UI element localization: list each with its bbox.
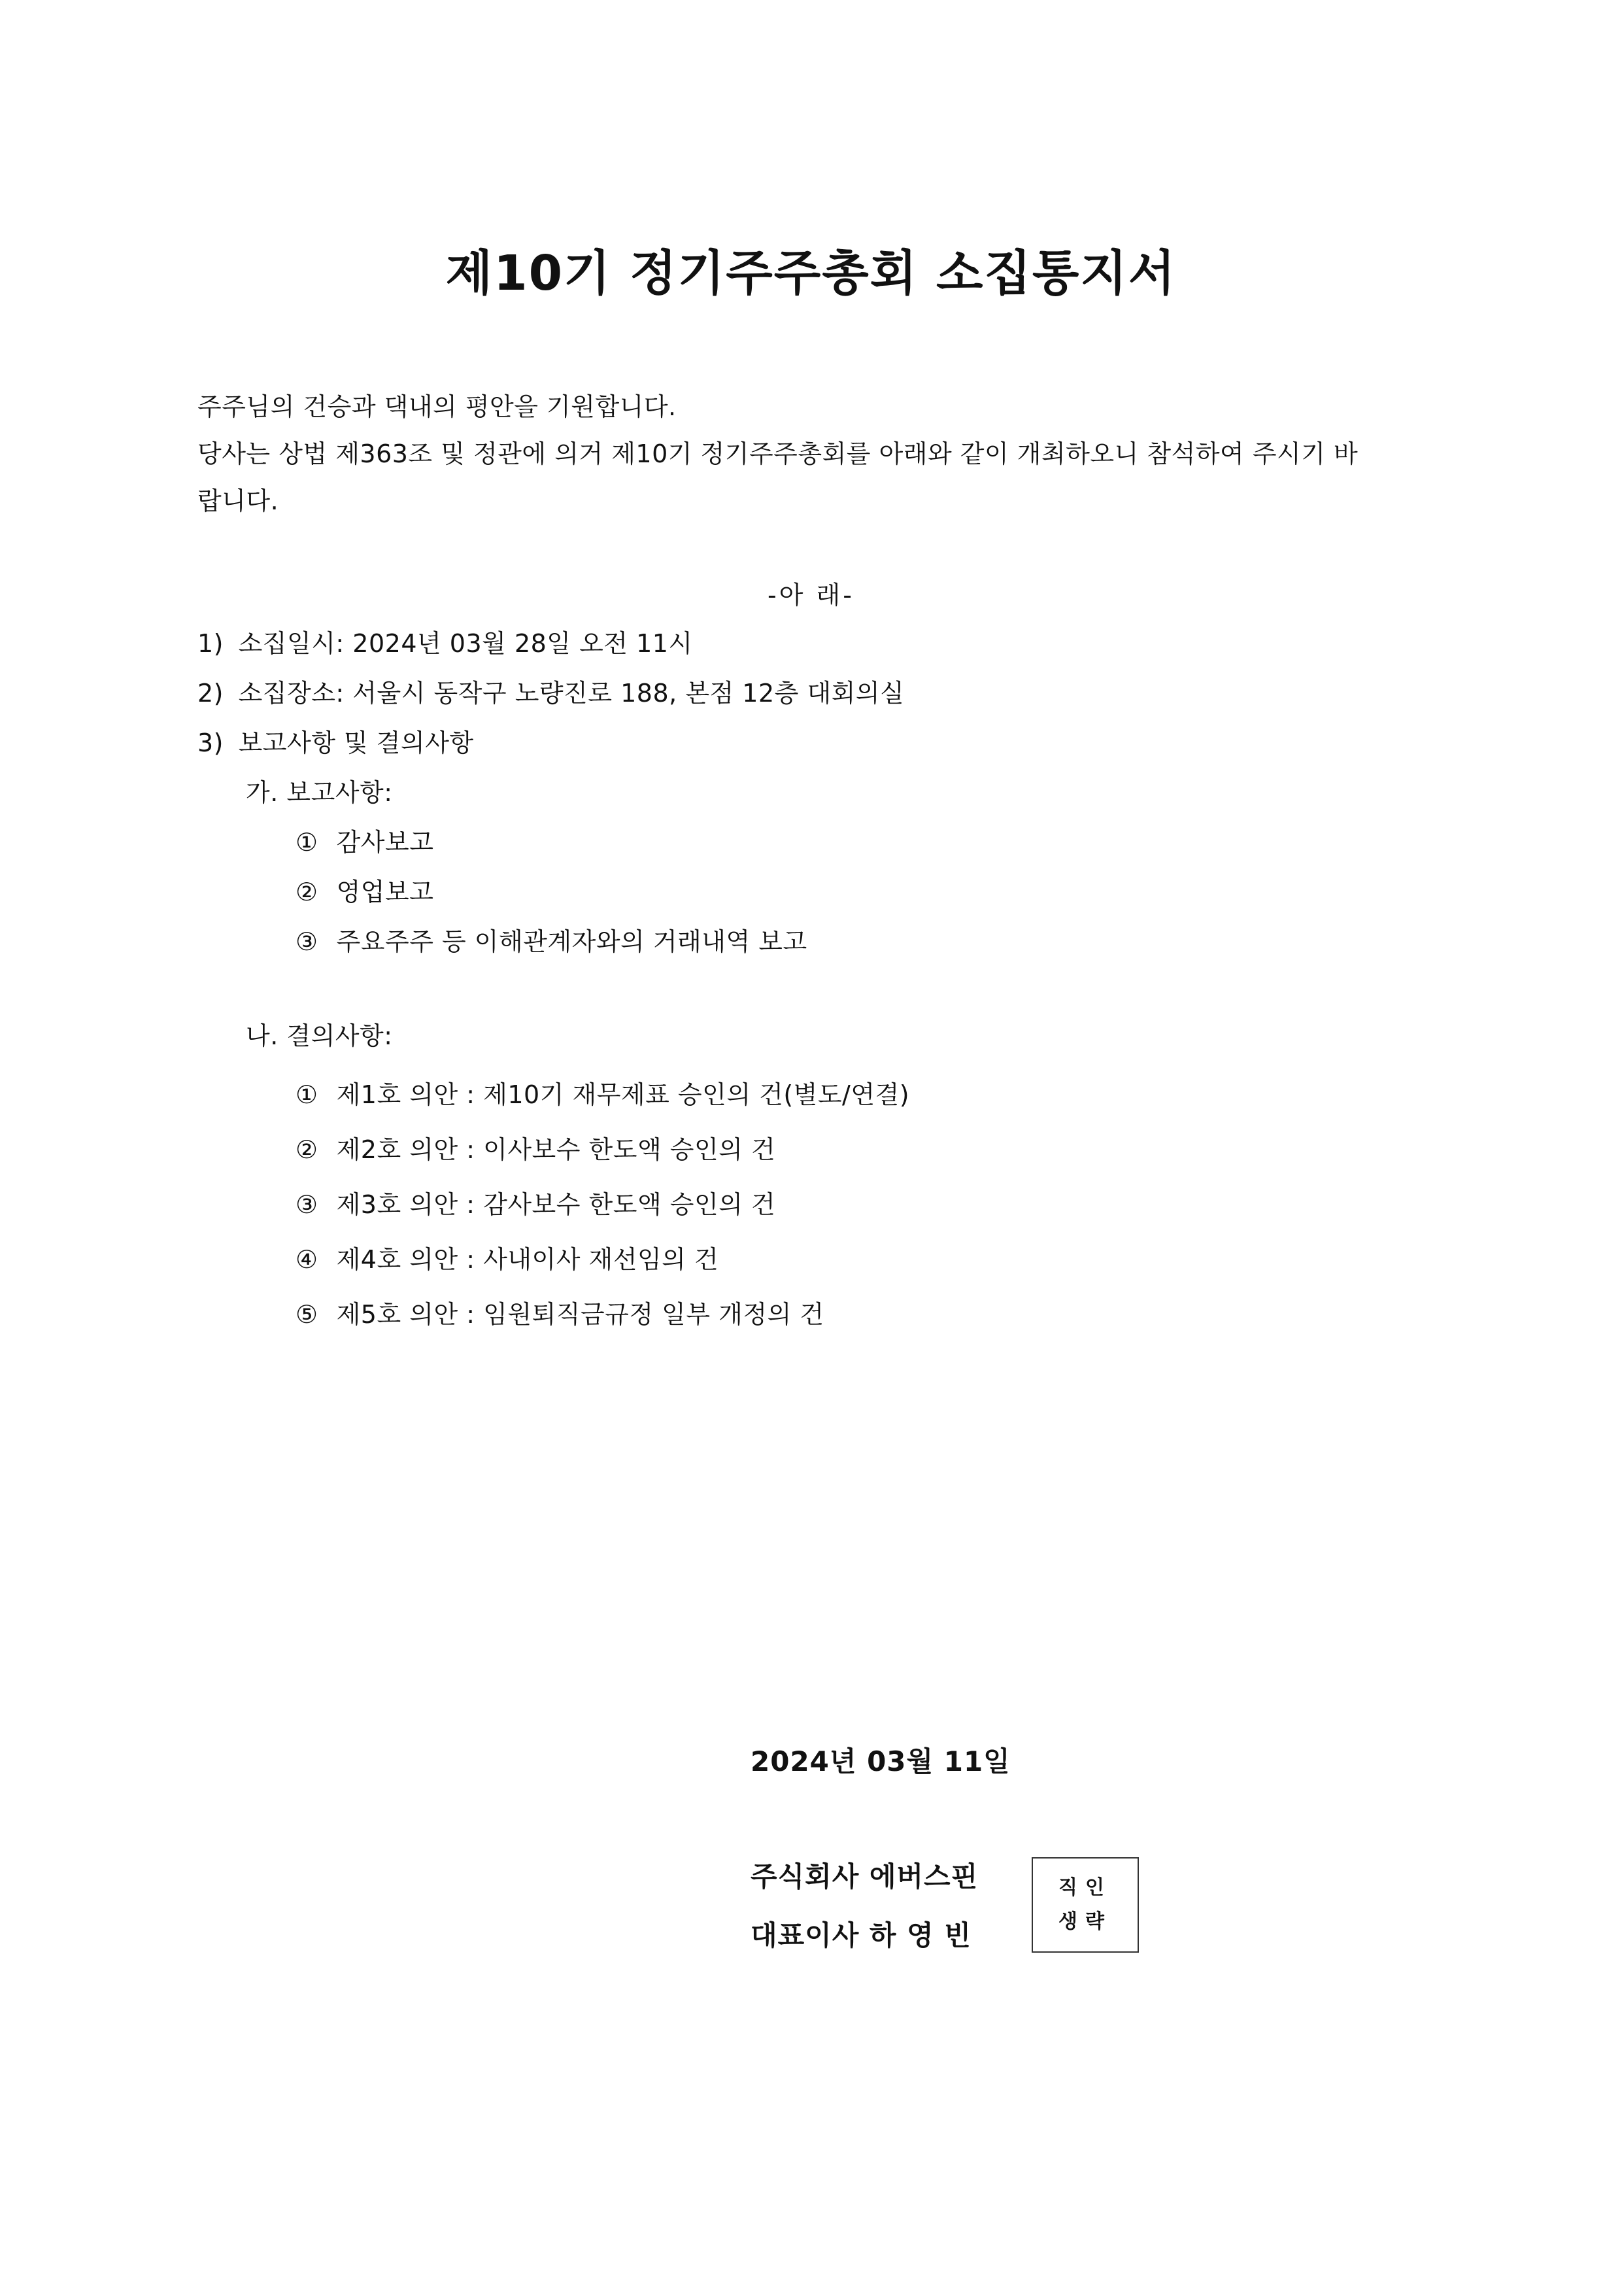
agenda-item-location	[197, 674, 904, 713]
report-item	[296, 823, 433, 862]
item-marker: 2)	[197, 679, 224, 708]
item-text: 소집장소: 서울시 동작구 노량진로 188, 본점 12층 대회의실	[238, 679, 905, 708]
resolution-heading: 나. 결의사항:	[246, 1021, 393, 1050]
resolution-item	[296, 1130, 775, 1169]
report-heading: 가. 보고사항:	[246, 778, 393, 807]
item-text: 제1호 의안 : 제10기 재무제표 승인의 건(별도/연결)	[336, 1080, 910, 1109]
resolution-item	[296, 1240, 718, 1279]
item-text: 제2호 의안 : 이사보수 한도액 승인의 건	[336, 1135, 776, 1164]
item-text: 감사보고	[336, 828, 434, 857]
greeting-paragraph	[197, 383, 1427, 524]
resolution-item	[296, 1075, 909, 1114]
item-marker: ③	[296, 927, 318, 956]
notice-date: 2024년 03월 11일	[751, 1745, 1011, 1777]
seal-line-2: 생략	[1058, 1910, 1112, 1933]
item-marker: ⑤	[296, 1300, 318, 1329]
agenda-item-date	[197, 624, 693, 663]
item-marker: ①	[296, 828, 318, 857]
document-title: 제10기 정기주주총회 소집통지서	[445, 245, 1177, 301]
seal-line-1: 직인	[1058, 1876, 1112, 1899]
greeting-line-2: 당사는 상법 제363조 및 정관에 의거 제10기 정기주주총회를 아래와 같이 개최하오니 참석하여 주시기 바	[197, 439, 1359, 468]
item-marker: ④	[296, 1245, 318, 1274]
report-item	[296, 872, 433, 912]
company-name: 주식회사 에버스핀	[751, 1860, 979, 1893]
item-text: 소집일시: 2024년 03월 28일 오전 11시	[238, 629, 693, 658]
resolution-item	[296, 1295, 824, 1334]
greeting-line-1: 주주님의 건승과 댁내의 평안을 기원합니다.	[197, 392, 677, 421]
item-marker: ②	[296, 878, 318, 906]
seal-box	[1032, 1857, 1139, 1953]
item-marker: 3)	[197, 728, 224, 757]
item-text: 제5호 의안 : 임원퇴직금규정 일부 개정의 건	[336, 1300, 824, 1329]
greeting-line-3: 랍니다.	[197, 487, 279, 515]
item-marker: ③	[296, 1190, 318, 1219]
resolution-item	[296, 1185, 775, 1224]
ceo-name: 대표이사 하 영 빈	[751, 1919, 972, 1951]
item-text: 영업보고	[336, 878, 434, 906]
item-text: 제3호 의안 : 감사보수 한도액 승인의 건	[336, 1190, 776, 1219]
section-heading: -아 래-	[768, 581, 854, 609]
report-item	[296, 922, 807, 961]
item-marker: ①	[296, 1080, 318, 1109]
agenda-item-matters	[197, 723, 474, 762]
item-marker: 1)	[197, 629, 224, 658]
item-text: 보고사항 및 결의사항	[238, 728, 474, 757]
item-text: 주요주주 등 이해관계자와의 거래내역 보고	[336, 927, 807, 956]
item-text: 제4호 의안 : 사내이사 재선임의 건	[336, 1245, 719, 1274]
item-marker: ②	[296, 1135, 318, 1164]
